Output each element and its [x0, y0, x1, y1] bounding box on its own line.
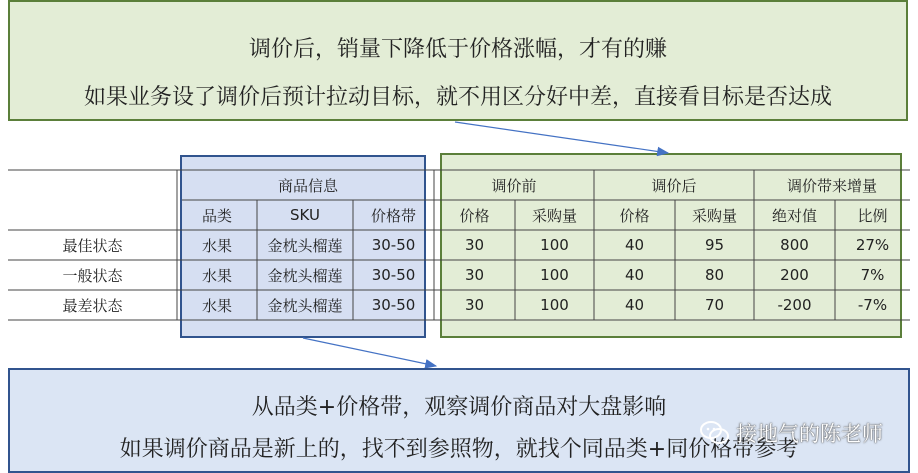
col-header-volume-before: 采购量 — [531, 206, 577, 225]
table-cell: 80 — [704, 266, 725, 284]
table-cell: 金枕头榴莲 — [267, 236, 343, 255]
group-header-increment: 调价带来增量 — [786, 176, 877, 195]
table-cell: 70 — [704, 296, 725, 314]
table-cell: 30 — [464, 266, 485, 284]
bottom-note-line1: 从品类+价格带，观察调价商品对大盘影响 — [251, 395, 667, 420]
watermark — [700, 418, 900, 448]
table-cell: 30 — [464, 236, 485, 254]
group-header-before: 调价前 — [491, 176, 537, 195]
col-header-category: 品类 — [201, 206, 232, 225]
table-cell: 30-50 — [371, 266, 416, 284]
row-label-normal: 一般状态 — [62, 266, 123, 285]
col-header-ratio: 比例 — [857, 206, 888, 225]
table-cell: 水果 — [201, 236, 232, 255]
table-cell: 7% — [860, 266, 885, 284]
table-cell: 30-50 — [371, 236, 416, 254]
col-header-sku: SKU — [290, 206, 320, 224]
table-cell: 40 — [624, 296, 645, 314]
wechat-icon — [700, 420, 730, 446]
table-cell: -7% — [857, 296, 888, 314]
table-cell: 800 — [780, 236, 809, 254]
group-header-after: 调价后 — [651, 176, 697, 195]
col-header-volume-after: 采购量 — [691, 206, 737, 225]
bottom-note-line2: 如果调价商品是新上的，找不到参照物，就找个同品类+同价格带参考 — [119, 437, 799, 462]
table-cell: 100 — [540, 296, 569, 314]
watermark-text: 接地气的陈老师 — [736, 422, 883, 446]
table-cell: 水果 — [201, 266, 232, 285]
row-label-worst: 最差状态 — [62, 296, 123, 315]
col-header-price-band: 价格带 — [370, 206, 416, 225]
table-cell: 金枕头榴莲 — [267, 266, 343, 285]
top-note-line1: 调价后，销量下降低于价格涨幅，才有的赚 — [248, 37, 667, 62]
table-cell: 40 — [624, 266, 645, 284]
table-cell: 30-50 — [371, 296, 416, 314]
arrow-top-to-table — [455, 122, 668, 153]
table-cell: 200 — [780, 266, 809, 284]
table-cell: 30 — [464, 296, 485, 314]
table-cell: 40 — [624, 236, 645, 254]
table-cell: 100 — [540, 236, 569, 254]
table-cell: -200 — [777, 296, 812, 314]
arrow-table-to-bottom — [303, 338, 436, 366]
table-cell: 金枕头榴莲 — [267, 296, 343, 315]
col-header-absolute: 绝对值 — [771, 206, 817, 225]
table-cell: 水果 — [201, 296, 232, 315]
col-header-price-after: 价格 — [619, 206, 650, 225]
group-header-product-info: 商品信息 — [277, 176, 338, 195]
table-cell: 100 — [540, 266, 569, 284]
table-cell: 27% — [855, 236, 890, 254]
table-cell: 95 — [704, 236, 725, 254]
row-label-best: 最佳状态 — [62, 236, 123, 255]
col-header-price-before: 价格 — [459, 206, 490, 225]
top-note-line2: 如果业务设了调价后预计拉动目标，就不用区分好中差，直接看目标是否达成 — [83, 85, 832, 110]
